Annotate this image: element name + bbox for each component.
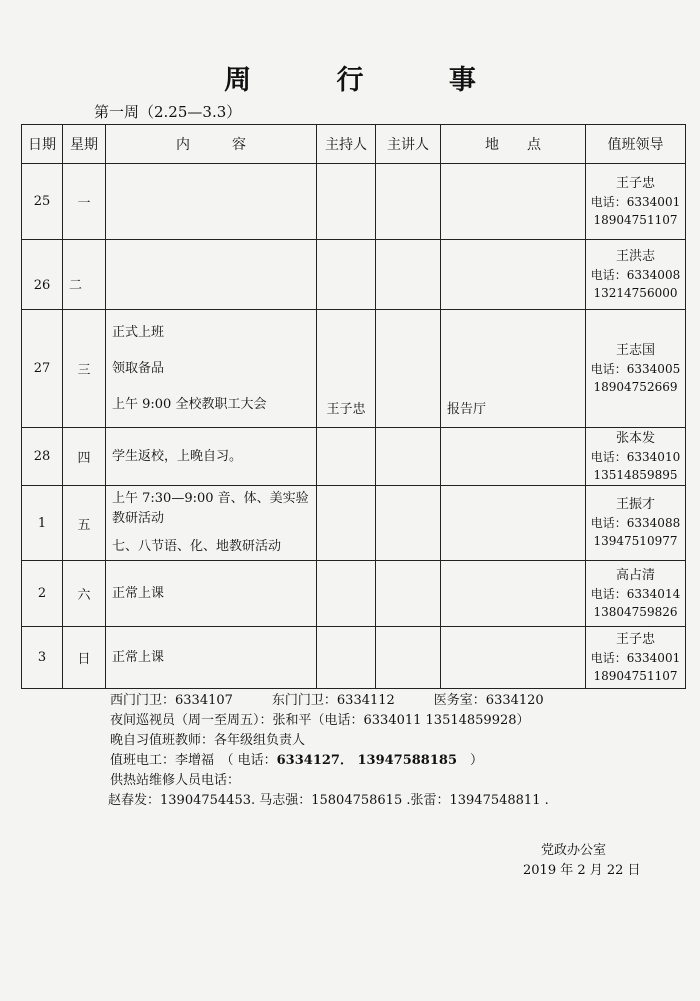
leader-phone: 电话：6334008 (590, 267, 681, 282)
row-content (106, 240, 317, 310)
row-place (441, 164, 586, 240)
row-content (106, 428, 317, 486)
table-row (22, 164, 686, 240)
leader-mobile: 13514859895 (593, 467, 678, 482)
row-place: 报告厅 (441, 310, 586, 428)
content-line: 正常上课 (112, 585, 165, 601)
table-row (22, 428, 686, 486)
study-duty: 晚自习值班教师：各年级组负责人 (110, 733, 306, 748)
row-leader (586, 486, 686, 561)
electrician-info (110, 751, 549, 771)
content-line: 上午 9:00 全校教职工大会 (112, 396, 267, 412)
row-host (317, 627, 376, 689)
electrician-prefix: 值班电工：李增福 （ 电话： (110, 753, 277, 768)
leader-phone: 电话：6334010 (590, 449, 681, 464)
row-speaker (376, 428, 441, 486)
row-weekday: 一 (63, 164, 106, 240)
row-host (317, 561, 376, 627)
header-row (22, 125, 686, 164)
row-speaker (376, 310, 441, 428)
guard-phones: 西门门卫：6334107 东门门卫：6334112 医务室：6334120 (110, 693, 544, 708)
row-leader (586, 164, 686, 240)
row-content (106, 164, 317, 240)
week-label: 第一周（2.25—3.3） (94, 103, 242, 121)
content-line: 上午 7:30—9:00 音、体、美实验教研活动 (112, 491, 309, 526)
leader-name: 张本发 (615, 430, 655, 446)
schedule-table (21, 124, 686, 689)
row-speaker (376, 486, 441, 561)
page-title: 周 行 事 (224, 65, 514, 96)
table-row (22, 240, 686, 310)
table-row (22, 486, 686, 561)
row-weekday: 五 (63, 486, 106, 561)
row-date: 2 (22, 561, 63, 627)
signature-date: 2019 年 2 月 22 日 (523, 863, 641, 878)
row-place (441, 428, 586, 486)
leader-name: 王志国 (615, 342, 655, 358)
row-content (106, 561, 317, 627)
row-weekday: 四 (63, 428, 106, 486)
row-speaker (376, 627, 441, 689)
row-place (441, 240, 586, 310)
signature-block (523, 841, 641, 881)
leader-mobile: 13947510977 (593, 534, 678, 548)
leader-mobile: 18904751107 (593, 668, 678, 683)
table-row (22, 627, 686, 689)
leader-phone: 电话：6334088 (590, 516, 681, 530)
leader-name: 高占清 (615, 567, 655, 583)
content-line: 正常上课 (112, 649, 165, 665)
row-place (441, 486, 586, 561)
header-weekday: 星期 (63, 125, 106, 164)
row-leader (586, 428, 686, 486)
row-speaker (376, 164, 441, 240)
leader-name: 王子忠 (615, 175, 655, 191)
leader-phone: 电话：6334001 (590, 194, 681, 209)
leader-mobile: 13214756000 (593, 285, 678, 300)
row-content (106, 310, 317, 428)
row-date: 1 (22, 486, 63, 561)
leader-name: 王洪志 (615, 248, 655, 264)
row-weekday: 二 (63, 240, 106, 310)
leader-name: 王子忠 (615, 631, 655, 647)
footer-notes (110, 691, 549, 811)
row-date: 25 (22, 164, 63, 240)
repair-title: 供热站维修人员电话： (110, 773, 241, 788)
leader-phone: 电话：6334001 (590, 650, 681, 665)
row-leader (586, 561, 686, 627)
row-date: 28 (22, 428, 63, 486)
leader-phone: 电话：6334014 (590, 586, 681, 601)
content-line: 正式上班 (112, 324, 165, 340)
row-place (441, 561, 586, 627)
leader-phone: 电话：6334005 (590, 361, 681, 376)
header-leader: 值班领导 (586, 125, 686, 164)
row-weekday: 三 (63, 310, 106, 428)
table-row (22, 310, 686, 428)
row-leader (586, 310, 686, 428)
signature-office: 党政办公室 (541, 843, 607, 858)
row-place (441, 627, 586, 689)
patrol-info: 夜间巡视员（周一至周五）：张和平（电话：6334011 13514859928） (110, 713, 530, 728)
electrician-suffix: ） (456, 753, 483, 768)
table-row (22, 561, 686, 627)
header-content: 内 容 (106, 125, 317, 164)
header-host: 主持人 (317, 125, 376, 164)
leader-mobile: 18904751107 (593, 212, 678, 227)
row-date: 26 (22, 240, 63, 310)
row-content (106, 486, 317, 561)
row-host (317, 240, 376, 310)
repair-list: 赵春发：13904754453. 马志强：15804758615 .张雷：13947548811 . (108, 793, 549, 808)
row-leader (586, 627, 686, 689)
row-content (106, 627, 317, 689)
row-speaker (376, 240, 441, 310)
row-weekday: 日 (63, 627, 106, 689)
header-place: 地 点 (441, 125, 586, 164)
row-host (317, 486, 376, 561)
leader-mobile: 13804759826 (593, 604, 678, 619)
content-line: 领取备品 (112, 360, 165, 376)
row-date: 27 (22, 310, 63, 428)
row-leader (586, 240, 686, 310)
row-date: 3 (22, 627, 63, 689)
content-line: 学生返校，上晚自习。 (112, 448, 243, 464)
row-weekday: 六 (63, 561, 106, 627)
content-line: 七、八节语、化、地教研活动 (112, 539, 282, 554)
row-speaker (376, 561, 441, 627)
leader-name: 王振才 (615, 497, 655, 512)
leader-mobile: 18904752669 (593, 379, 678, 394)
row-host (317, 428, 376, 486)
electrician-phones: 6334127． 13947588185 (276, 753, 457, 768)
row-host: 王子忠 (317, 310, 376, 428)
header-date: 日期 (22, 125, 63, 164)
header-speaker: 主讲人 (376, 125, 441, 164)
row-host (317, 164, 376, 240)
